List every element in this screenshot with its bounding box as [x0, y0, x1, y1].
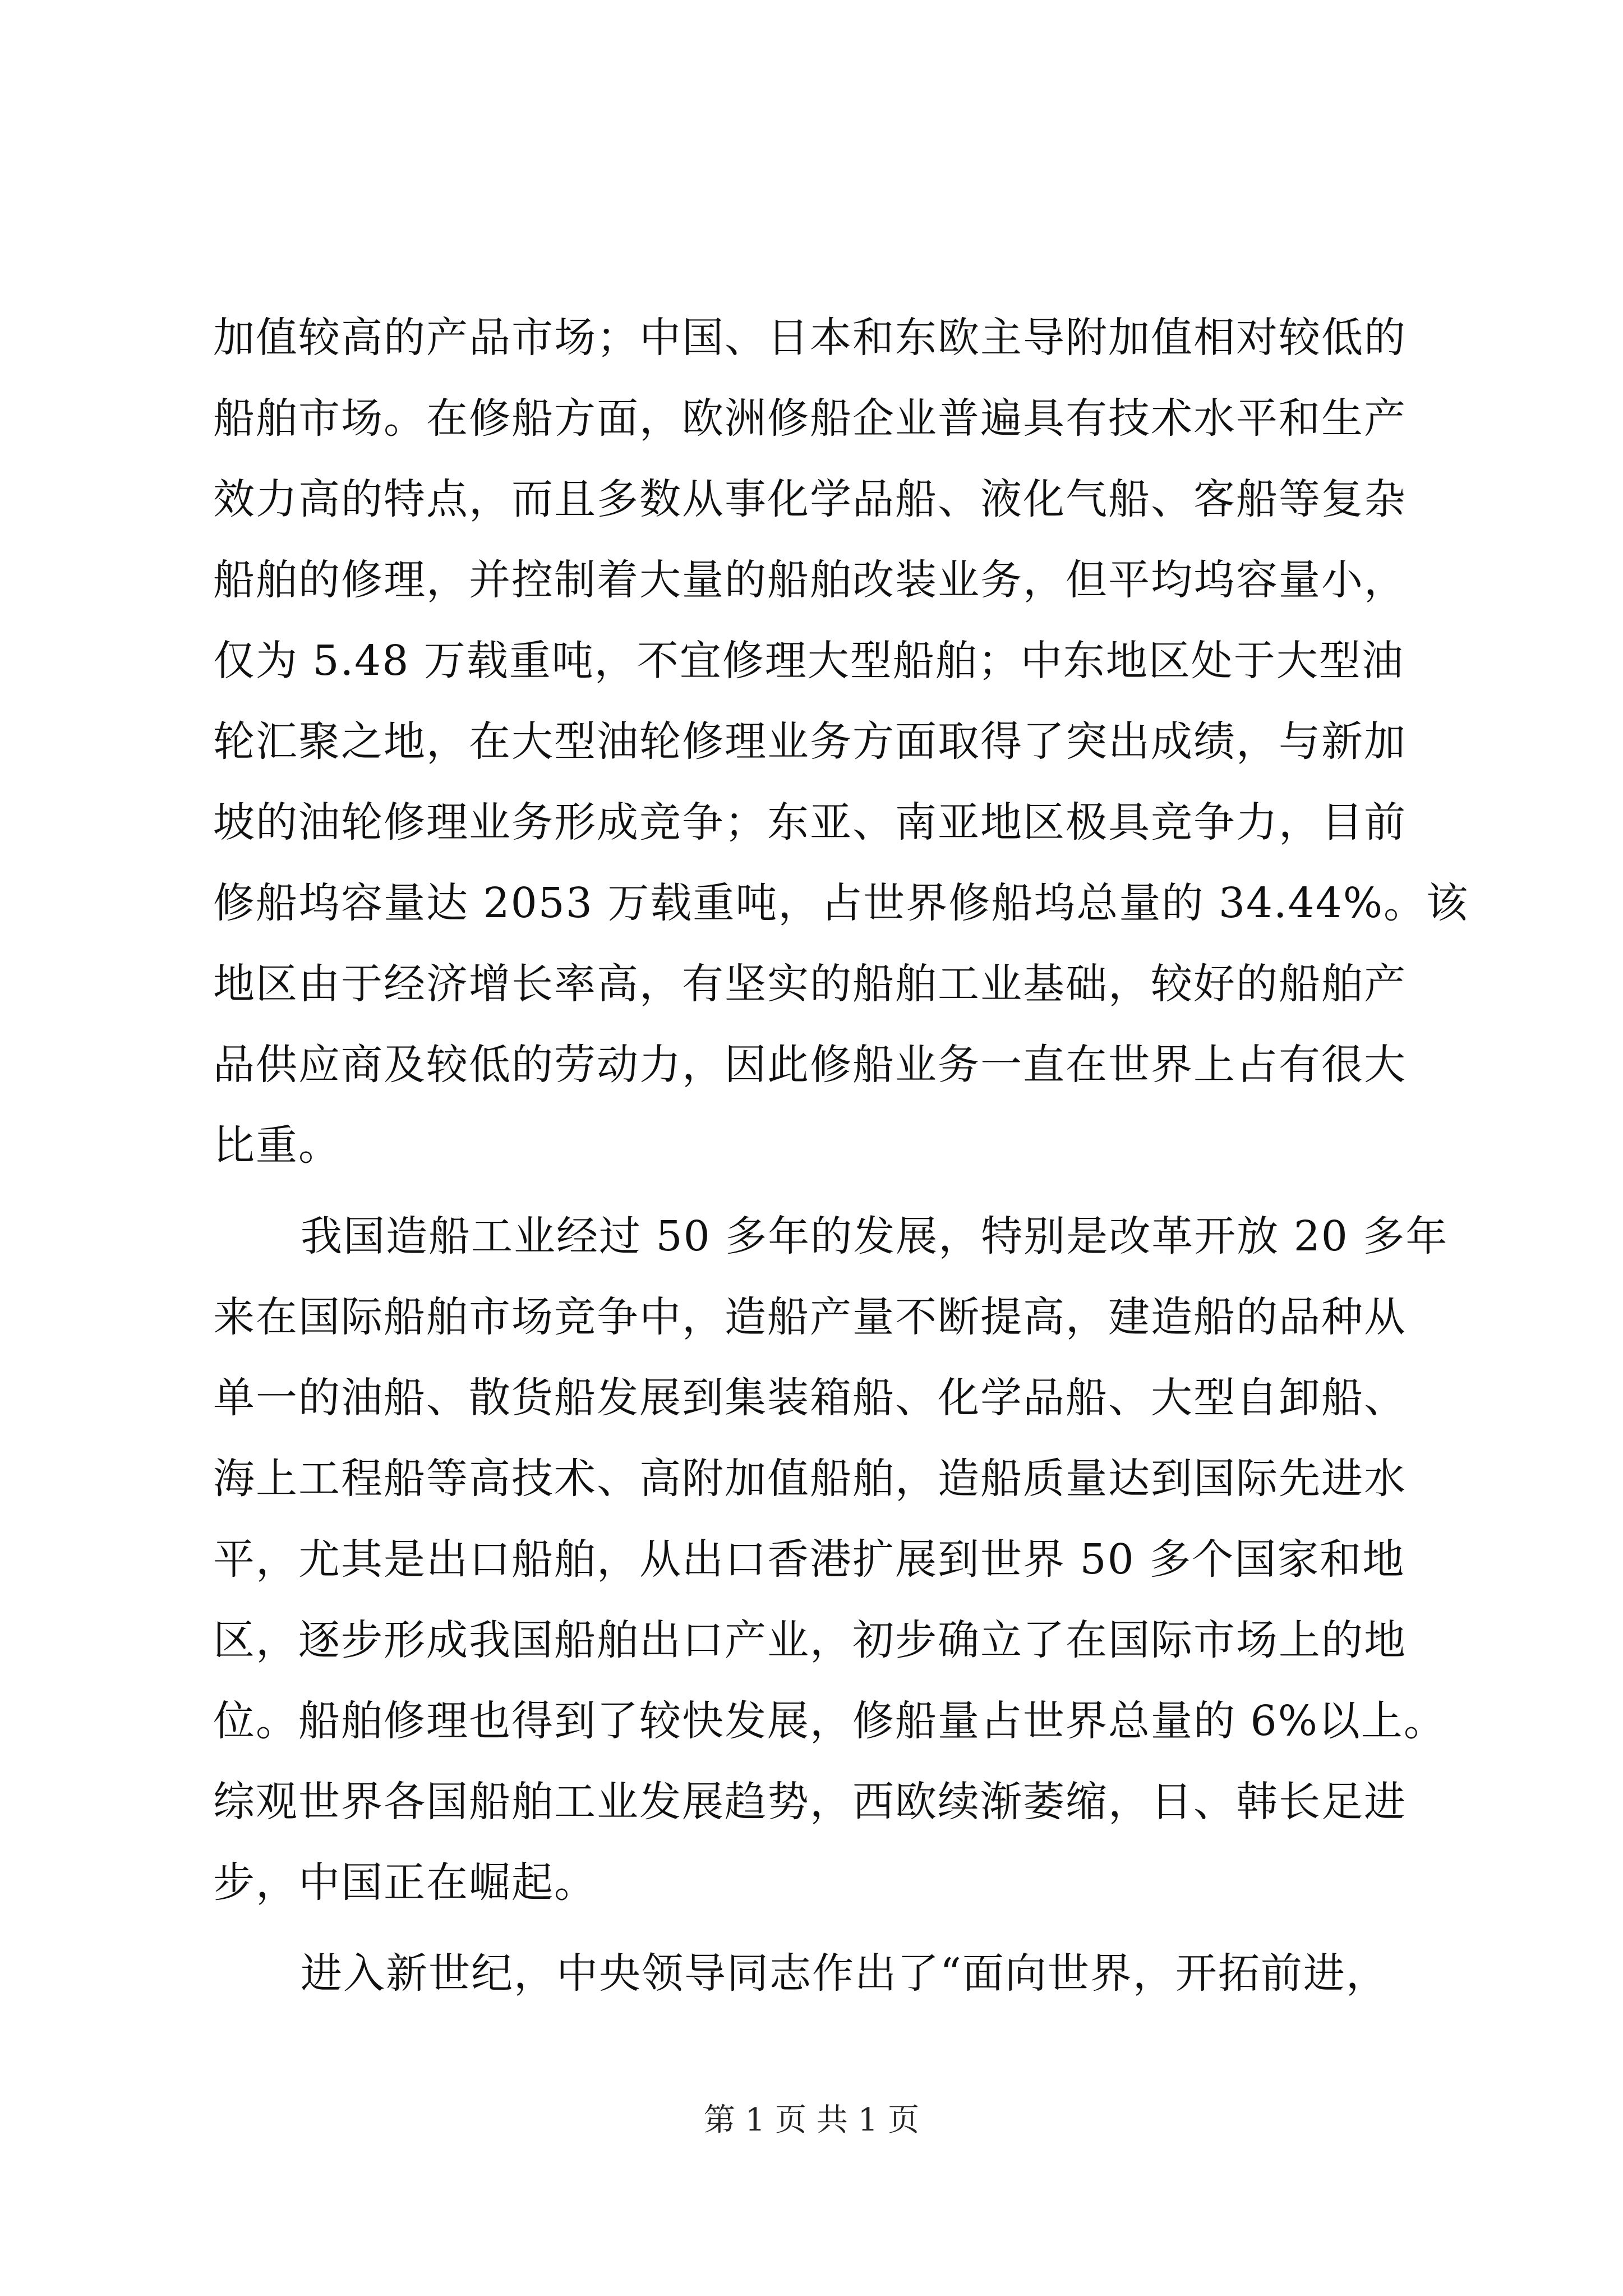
text-line: 综观世界各国船舶工业发展趋势，西欧续渐萎缩，日、韩长足进 [213, 1778, 1407, 1826]
paragraph-1 [213, 297, 1469, 1186]
text-line: 效力高的特点，而且多数从事化学品船、液化气船、客船等复杂 [213, 475, 1407, 523]
text-line: 船舶的修理，并控制着大量的船舶改装业务，但平均坞容量小， [213, 556, 1407, 604]
text-line: 平，尤其是出口船舶，从出口香港扩展到世界 50 多个国家和地 [213, 1535, 1405, 1584]
text-line: 位。船舶修理也得到了较快发展，修船量占世界总量的 6%以上。 [213, 1697, 1446, 1745]
text-line: 我国造船工业经过 50 多年的发展，特别是改革开放 20 多年 [301, 1212, 1449, 1260]
text-line: 修船坞容量达 2053 万载重吨，占世界修船坞总量的 34.44%。该 [213, 879, 1469, 927]
paragraph-gap [213, 1923, 1419, 1933]
text-line: 品供应商及较低的劳动力，因此修船业务一直在世界上占有很大 [213, 1041, 1407, 1089]
paragraph-3 [213, 1933, 1419, 2014]
document-body [213, 297, 1469, 2014]
text-line: 坡的油轮修理业务形成竞争；东亚、南亚地区极具竞争力，目前 [213, 798, 1407, 846]
text-line: 来在国际船舶市场竞争中，造船产量不断提高，建造船的品种从 [213, 1293, 1407, 1341]
text-line: 步，中国正在崛起。 [213, 1858, 597, 1907]
text-line: 海上工程船等高技术、高附加值船舶，造船质量达到国际先进水 [213, 1455, 1407, 1503]
text-line: 进入新世纪，中央领导同志作出了“面向世界，开拓前进， [301, 1949, 1389, 1998]
text-line: 加值较高的产品市场；中国、日本和东欧主导附加值相对较低的 [213, 314, 1407, 362]
text-line: 比重。 [213, 1121, 341, 1170]
paragraph-2 [213, 1196, 1449, 1923]
text-line: 地区由于经济增长率高，有坚实的船舶工业基础，较好的船舶产 [213, 960, 1407, 1008]
text-line: 轮汇聚之地，在大型油轮修理业务方面取得了突出成绩，与新加 [213, 717, 1407, 766]
page-footer: 第 1 页 共 1 页 [703, 2102, 920, 2138]
text-line: 区，逐步形成我国船舶出口产业，初步确立了在国际市场上的地 [213, 1616, 1407, 1664]
text-line: 单一的油船、散货船发展到集装箱船、化学品船、大型自卸船、 [213, 1374, 1407, 1422]
text-line: 船舶市场。在修船方面，欧洲修船企业普遍具有技术水平和生产 [213, 394, 1407, 443]
text-line: 仅为 5.48 万载重吨，不宜修理大型船舶；中东地区处于大型油 [213, 637, 1404, 685]
paragraph-gap [213, 1186, 1419, 1196]
